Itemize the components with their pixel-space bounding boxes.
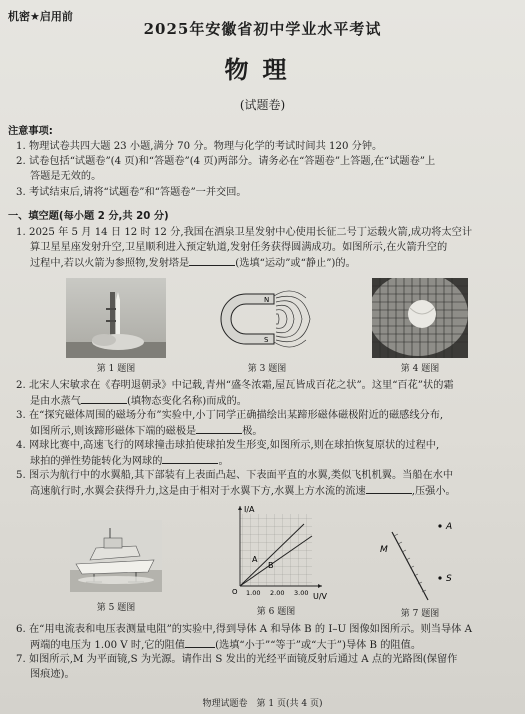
q3-line1: 3. 在“探究磁体周围的磁场分布”实验中,小丁同学正确描绘出某蹄形磁体磁极附近的磁感线分布, — [16, 410, 444, 421]
fig6-x-tick-3: 3.00 — [294, 589, 309, 597]
q7-line2: 图痕迹)。 — [30, 669, 75, 680]
fig3-caption: 第 3 题图 — [247, 364, 287, 374]
q7-line1: 7. 如图所示,M 为平面镜,S 为光源。请作出 S 发出的光经平面镜反射后通过 A 点的光路图(保留作 — [16, 654, 458, 665]
q4-line2-a: 球拍的弹性势能转化为网球的 — [30, 456, 163, 467]
subject-title: 物理 — [224, 56, 301, 84]
fig5-caption: 第 5 题图 — [96, 603, 136, 613]
fig6-series-b-label: B — [268, 561, 274, 570]
notes-title: 注意事项: — [8, 126, 53, 137]
q2-answer-blank[interactable] — [81, 393, 127, 404]
fig6-x-axis-label: U/V — [313, 592, 328, 601]
fig3-pole-top: N — [264, 296, 270, 304]
q1-answer-blank[interactable] — [189, 255, 235, 266]
q3-line2-b: 极。 — [242, 426, 263, 437]
q1-line3-b: (选填“运动”或“静止”)的。 — [235, 258, 356, 269]
q1-line3-a: 过程中,若以火箭为参照物,发射塔是 — [30, 258, 190, 269]
volume-label: (试题卷) — [239, 98, 286, 112]
fig3-magnet-diagram — [206, 280, 322, 358]
fig6-x-tick-1: 1.00 — [246, 589, 261, 597]
q3-line2-a: 如图所示,则该蹄形磁体下端的磁极是 — [30, 426, 197, 437]
q6-line2-a: 两端的电压为 1.00 V 时,它的阻值 — [30, 640, 186, 651]
secret-mark: 机密★启用前 — [8, 10, 73, 23]
q5-line1: 5. 图示为航行中的水翼船,其下部装有上表面凸起、下表面平直的水翼,类似飞机机翼。当船在水中 — [16, 470, 454, 481]
q2-line2 — [30, 393, 247, 409]
q4-answer-blank[interactable] — [162, 453, 218, 464]
q6-line1: 6. 在“用电流表和电压表测量电阻”的实验中,得到导体 A 和导体 B 的 I–U 图像如图所示。则当导体 A — [16, 624, 472, 635]
q1-line1: 1. 2025 年 5 月 14 日 12 时 12 分,我国在酒泉卫星发射中心使用长征二号丁运载火箭,成功将太空计 — [16, 227, 473, 238]
q2-line1: 2. 北宋人宋敏求在《春明退朝录》中记载,青州“盛冬浓霜,屋瓦皆成百花之状”。这里“百花”状的霜 — [16, 380, 454, 391]
fig1-caption: 第 1 题图 — [96, 364, 136, 374]
fig1-rocket-photo — [66, 278, 166, 358]
fig7-mirror-label: M — [380, 545, 388, 555]
q4-line2-b: 。 — [218, 456, 229, 467]
page-footer: 物理试题卷 第 1 页(共 4 页) — [202, 699, 323, 709]
note-3: 3. 考试结束后,请将“试题卷”和“答题卷”一并交回。 — [16, 187, 247, 198]
q1-line3 — [30, 255, 356, 271]
fig5-hydrofoil-photo — [70, 520, 162, 592]
fig4-caption: 第 4 题图 — [400, 364, 440, 374]
exam-title: 2025年安徽省初中学业水平考试 — [143, 20, 382, 38]
q5-line2-a: 高速航行时,水翼会获得升力,这是由于相对于水翼下方,水翼上方水流的流速 — [30, 486, 366, 497]
q5-line2 — [30, 483, 456, 499]
q6-line2 — [30, 637, 421, 653]
fig6-caption: 第 6 题图 — [256, 607, 296, 617]
fig6-origin-label: O — [232, 588, 238, 596]
fig6-iu-chart — [218, 502, 330, 602]
fig6-series-a-label: A — [252, 555, 258, 564]
q3-line2 — [30, 423, 263, 439]
fig4-racket-photo — [372, 278, 468, 358]
fig7-mirror-diagram — [364, 514, 464, 606]
fig7-caption: 第 7 题图 — [400, 609, 440, 619]
fig7-point-s-label: S — [446, 574, 452, 584]
q1-line2: 算卫星星座发射升空,卫星顺利进入预定轨道,发射任务获得圆满成功。如图所示,在火箭升空的 — [30, 242, 448, 253]
q6-answer-blank[interactable] — [185, 637, 215, 648]
fig6-y-axis-label: I/A — [244, 505, 255, 514]
q6-line2-b: (选填“小于”“等于”或“大于”)导体 B 的阻值。 — [215, 640, 422, 651]
q4-line1: 4. 网球比赛中,高速飞行的网球撞击球拍使球拍发生形变,如图所示,则在球拍恢复原状的过程中, — [16, 440, 440, 451]
q5-line2-b: ,压强小。 — [411, 486, 456, 497]
q4-line2 — [30, 453, 229, 469]
note-1: 1. 物理试卷共四大题 23 小题,满分 70 分。物理与化学的考试时间共 120 分钟。 — [16, 141, 383, 152]
note-2: 2. 试卷包括“试题卷”(4 页)和“答题卷”(4 页)两部分。请务必在“答题卷”上答题,在“试题卷”上 — [16, 156, 436, 167]
fig6-x-tick-2: 2.00 — [270, 589, 285, 597]
fig7-point-a-label: A — [446, 522, 453, 532]
fig3-pole-bottom: S — [264, 336, 269, 344]
q5-answer-blank[interactable] — [366, 483, 412, 494]
q2-line2-b: (填物态变化名称)而成的。 — [126, 396, 247, 407]
note-2-cont: 答题是无效的。 — [30, 171, 102, 182]
q2-line2-a: 是由水蒸气 — [30, 396, 81, 407]
section-title: 一、填空题(每小题 2 分,共 20 分) — [8, 211, 169, 222]
q3-answer-blank[interactable] — [196, 423, 242, 434]
